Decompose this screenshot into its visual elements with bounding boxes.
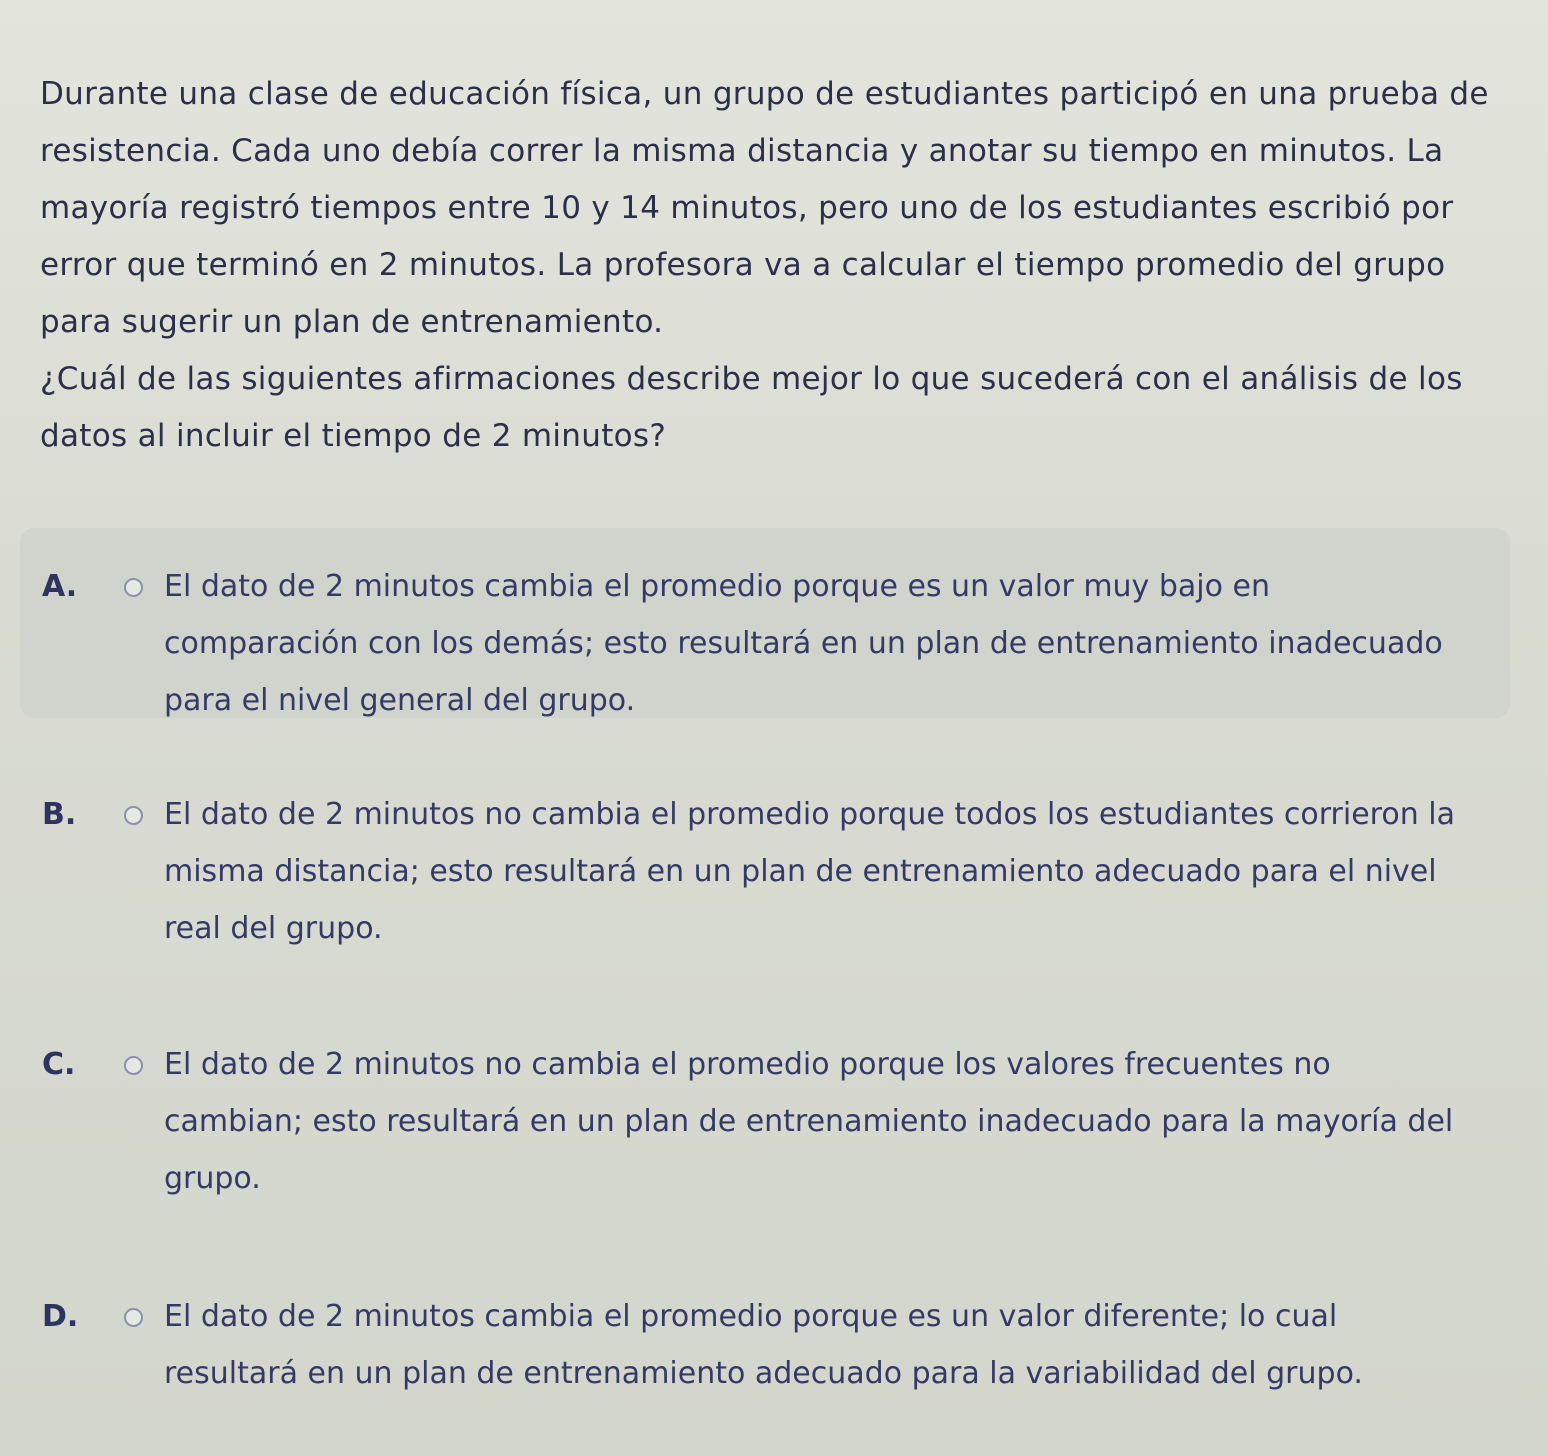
question-paragraph: Durante una clase de educación física, un grupo de estudiantes participó en una prueba de resistencia. Cada uno debía correr la misma distancia y anotar su tiempo en minutos. La mayoría registró tiempos entre 10 y 14 minutos, pero uno de los estudiantes escribió por error que terminó en 2 minutos. La profesora va a calcular el tiempo promedio del grupo para sugerir un plan de entrenamiento. <box>40 76 1489 340</box>
option-a[interactable] <box>20 528 1510 718</box>
option-letter: B. <box>42 797 77 832</box>
radio-button[interactable] <box>124 1308 143 1327</box>
option-letter: C. <box>42 1047 76 1082</box>
radio-button[interactable] <box>124 578 143 597</box>
question-prompt: ¿Cuál de las siguientes afirmaciones describe mejor lo que sucederá con el análisis de los datos al incluir el tiempo de 2 minutos? <box>40 361 1463 454</box>
option-d[interactable] <box>20 1228 1510 1418</box>
option-c[interactable] <box>20 978 1510 1228</box>
answer-options <box>20 528 1510 1418</box>
option-b[interactable] <box>20 728 1510 978</box>
question-block <box>40 66 1510 465</box>
radio-button[interactable] <box>124 1056 143 1075</box>
option-letter: A. <box>42 569 78 604</box>
option-text: El dato de 2 minutos cambia el promedio porque es un valor muy bajo en comparación con los demás; esto resultará en un plan de entrenamiento inadecuado para el nivel general del grupo. <box>164 569 1443 718</box>
option-letter: D. <box>42 1299 79 1334</box>
option-text: El dato de 2 minutos cambia el promedio porque es un valor diferente; lo cual resultará en un plan de entrenamiento adecuado para la variabilidad del grupo. <box>164 1299 1363 1391</box>
option-text: El dato de 2 minutos no cambia el promedio porque todos los estudiantes corrieron la misma distancia; esto resultará en un plan de entrenamiento adecuado para el nivel real del grupo. <box>164 797 1455 946</box>
option-text: El dato de 2 minutos no cambia el promedio porque los valores frecuentes no cambian; esto resultará en un plan de entrenamiento inadecuado para la mayoría del grupo. <box>164 1047 1454 1196</box>
radio-button[interactable] <box>124 806 143 825</box>
